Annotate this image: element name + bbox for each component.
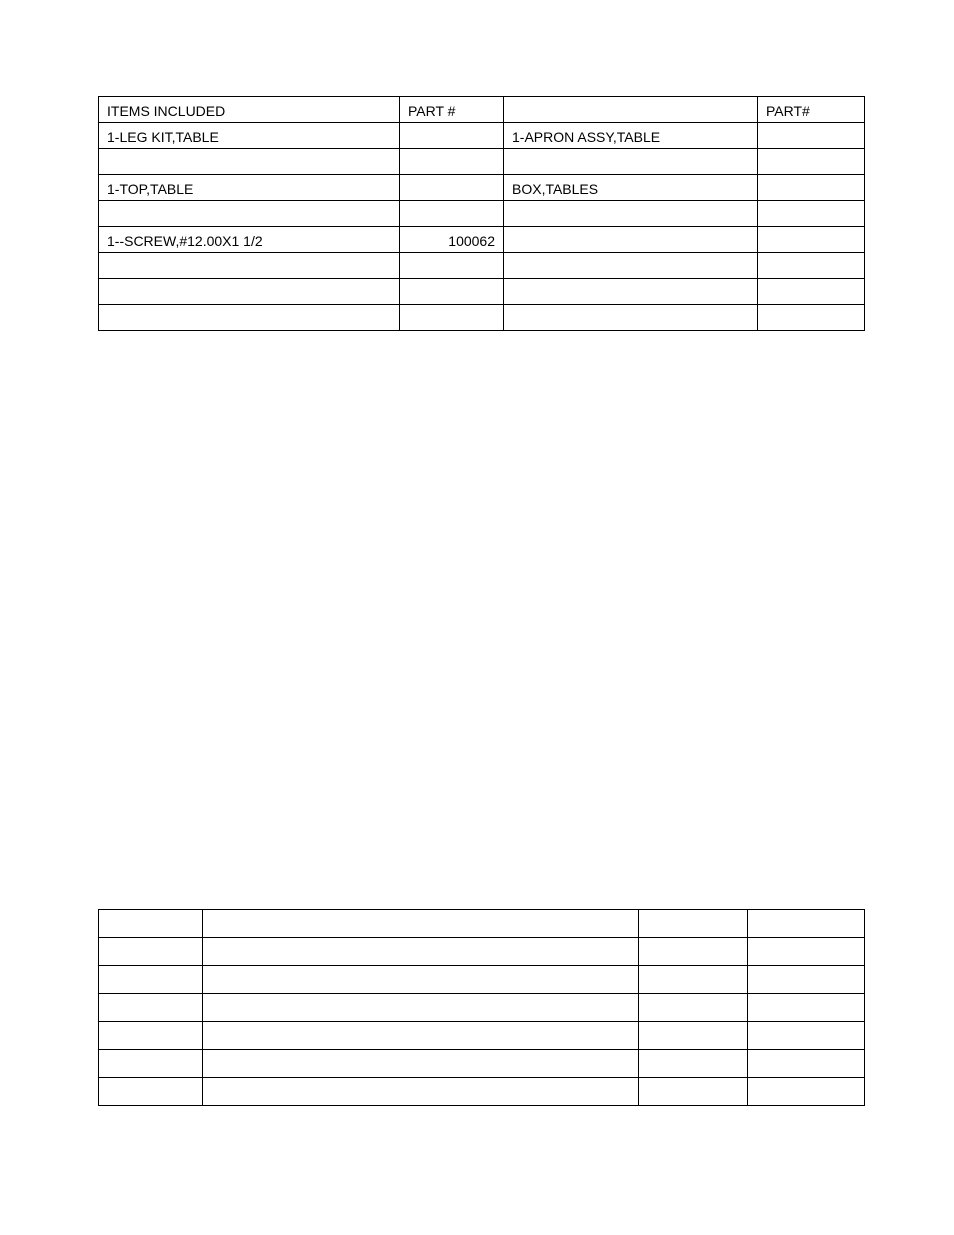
item-cell: 1--SCREW,#12.00X1 1/2 xyxy=(99,227,400,253)
table-row xyxy=(99,149,865,175)
header-items-included: ITEMS INCLUDED xyxy=(99,97,400,123)
part-number-cell xyxy=(400,201,504,227)
table-cell xyxy=(639,1022,748,1050)
table-row xyxy=(99,1078,865,1106)
part-number-cell xyxy=(758,253,865,279)
table-cell xyxy=(748,1050,865,1078)
table-row xyxy=(99,227,865,253)
table-cell xyxy=(99,1022,203,1050)
table-row xyxy=(99,253,865,279)
table-row xyxy=(99,305,865,331)
item-cell xyxy=(504,201,758,227)
table-row xyxy=(99,201,865,227)
table-cell xyxy=(748,1022,865,1050)
table-cell xyxy=(99,966,203,994)
table-cell xyxy=(99,994,203,1022)
part-number-cell xyxy=(400,123,504,149)
table-cell xyxy=(639,938,748,966)
table-cell xyxy=(748,994,865,1022)
table-cell xyxy=(203,966,639,994)
table-row xyxy=(99,994,865,1022)
table-header-row xyxy=(99,97,865,123)
item-cell xyxy=(504,253,758,279)
table-cell xyxy=(748,966,865,994)
table-cell xyxy=(99,938,203,966)
table-cell xyxy=(748,1078,865,1106)
item-cell: 1-LEG KIT,TABLE xyxy=(99,123,400,149)
table-cell xyxy=(203,1078,639,1106)
part-number-cell xyxy=(400,279,504,305)
part-number-cell: 100062 xyxy=(400,227,504,253)
header-part-number: PART # xyxy=(400,97,504,123)
part-number-cell xyxy=(758,123,865,149)
part-number-cell xyxy=(758,201,865,227)
part-number-cell xyxy=(400,149,504,175)
table-row xyxy=(99,966,865,994)
table-cell xyxy=(748,910,865,938)
header-part-number-2: PART# xyxy=(758,97,865,123)
table-cell xyxy=(748,938,865,966)
table-cell xyxy=(99,1078,203,1106)
header-blank xyxy=(504,97,758,123)
table-cell xyxy=(203,1050,639,1078)
part-number-cell xyxy=(758,149,865,175)
table-cell xyxy=(99,910,203,938)
item-cell xyxy=(99,279,400,305)
item-cell xyxy=(99,253,400,279)
item-cell xyxy=(99,149,400,175)
part-number-cell xyxy=(758,227,865,253)
table-cell xyxy=(203,994,639,1022)
part-number-cell xyxy=(400,253,504,279)
part-number-cell xyxy=(400,305,504,331)
item-cell xyxy=(504,227,758,253)
part-number-cell xyxy=(758,279,865,305)
table-row xyxy=(99,910,865,938)
table-cell xyxy=(639,1078,748,1106)
item-cell xyxy=(99,305,400,331)
table-cell xyxy=(203,938,639,966)
table-cell xyxy=(639,994,748,1022)
table-row xyxy=(99,279,865,305)
table-cell xyxy=(639,910,748,938)
item-cell xyxy=(504,149,758,175)
table-row xyxy=(99,1022,865,1050)
table-cell xyxy=(203,910,639,938)
table-row xyxy=(99,1050,865,1078)
table-cell xyxy=(99,1050,203,1078)
item-cell: 1-TOP,TABLE xyxy=(99,175,400,201)
table-cell xyxy=(203,1022,639,1050)
items-included-table xyxy=(98,96,865,331)
table-cell xyxy=(639,1050,748,1078)
table-row xyxy=(99,123,865,149)
table-row xyxy=(99,175,865,201)
table-row xyxy=(99,938,865,966)
blank-table xyxy=(98,909,865,1106)
part-number-cell xyxy=(758,305,865,331)
item-cell xyxy=(99,201,400,227)
item-cell: BOX,TABLES xyxy=(504,175,758,201)
part-number-cell xyxy=(400,175,504,201)
item-cell xyxy=(504,279,758,305)
item-cell xyxy=(504,305,758,331)
part-number-cell xyxy=(758,175,865,201)
item-cell: 1-APRON ASSY,TABLE xyxy=(504,123,758,149)
table-cell xyxy=(639,966,748,994)
